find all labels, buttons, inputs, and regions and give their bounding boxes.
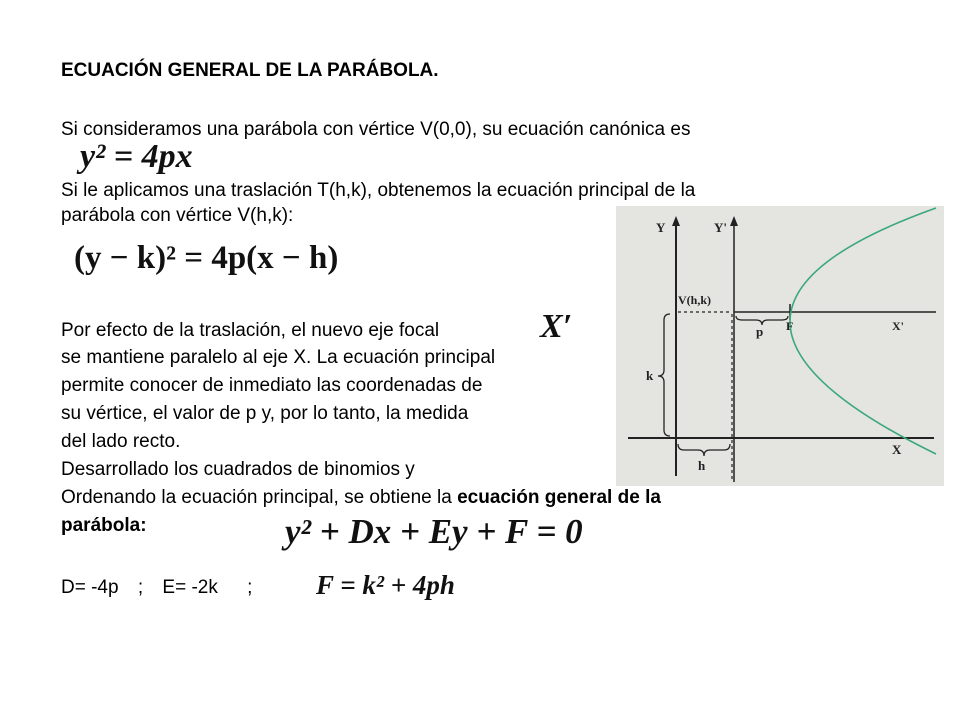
label-p: p [756,324,764,339]
paragraph-effect-line4: su vértice, el valor de p y, por lo tanto, la medida [61,403,469,424]
label-focus: F [786,319,794,333]
label-k: k [646,368,654,383]
paragraph-translation-line2: parábola con vértice V(h,k): [61,205,294,226]
coefficient-e: E= -2k [162,577,218,598]
separator-2: ; [247,577,253,598]
separator-1: ; [137,577,144,598]
paragraph-effect-line8: parábola: [61,515,147,536]
paragraph-effect-line3: permite conocer de inmediato las coordenadas de [61,375,483,396]
paragraph-translation-line1: Si le aplicamos una traslación T(h,k), obtenemos la ecuación principal de la [61,180,696,201]
effect-line7-normal: Ordenando la ecuación principal, se obtiene la [61,487,458,508]
paragraph-canonical: Si consideramos una parábola con vértice V(0,0), su ecuación canónica es [61,119,691,140]
label-vertex: V(h,k) [678,293,712,307]
paragraph-effect-line2: se mantiene paralelo al eje X. La ecuación principal [61,347,496,368]
label-x: X [892,442,902,457]
parabola-curve [790,208,936,454]
paragraph-effect-line1 [61,320,439,342]
page-title: ECUACIÓN GENERAL DE LA PARÁBOLA. [61,60,439,81]
y-prime-axis-arrow [730,216,738,226]
h-brace [678,444,730,456]
paragraph-effect-line5: del lado recto. [61,431,181,452]
axis-symbol-x-prime: X′ [540,308,573,345]
k-brace [658,314,670,436]
paragraph-effect-line7 [61,487,661,509]
label-y-prime: Y' [714,220,727,235]
y-axis-arrow [672,216,680,226]
paragraph-effect-line6: Desarrollado los cuadrados de binomios y [61,459,415,480]
coefficient-d: D= -4p [61,577,119,598]
coefficient-f: F = k² + 4ph [316,570,455,600]
label-h: h [698,458,706,473]
equation-canonical: y² = 4px [80,138,193,175]
equation-general: y² + Dx + Ey + F = 0 [285,512,583,551]
parabola-figure [616,206,944,486]
parabola-diagram [616,206,944,486]
effect-line7-bold: ecuación general de la [457,487,661,508]
label-y: Y [656,220,666,235]
coefficients-row [61,577,252,599]
label-x-prime: X' [892,319,904,333]
equation-principal: (y − k)² = 4p(x − h) [74,240,339,276]
effect-line1-text: Por efecto de la traslación, el nuevo eje focal [61,320,440,341]
